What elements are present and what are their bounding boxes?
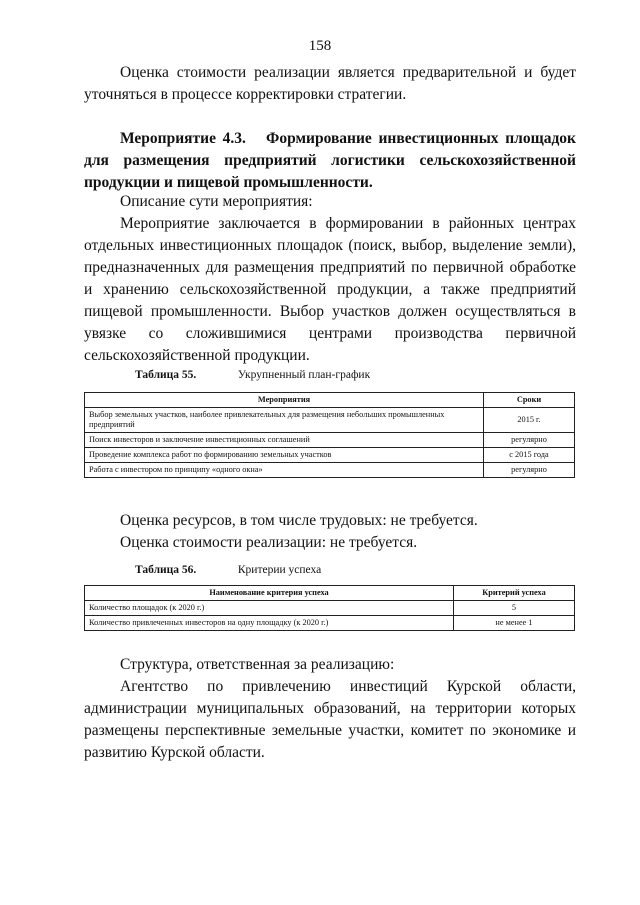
table-header-cell: Наименование критерия успеха (85, 586, 454, 601)
table-header-cell: Сроки (484, 393, 575, 408)
table-cell: Количество привлеченных инвесторов на одну площадку (к 2020 г.) (85, 616, 454, 631)
table-cell: 2015 г. (484, 408, 575, 433)
paragraph-cost-preliminary (84, 62, 576, 106)
resources-text: Оценка ресурсов, в том числе трудовых: не требуется. (120, 512, 478, 529)
table-cell: не менее 1 (454, 616, 575, 631)
description-block (84, 191, 576, 367)
table-cell: Количество площадок (к 2020 г.) (85, 601, 454, 616)
table-row (85, 433, 575, 448)
paragraph-text: Оценка стоимости реализации является предварительной и будет уточняться в процессе корректировки стратегии. (84, 64, 576, 103)
table-row (85, 448, 575, 463)
description-label: Описание сути мероприятия: (120, 193, 313, 210)
structure-text: Агентство по привлечению инвестиций Курской области, администрации муниципальных образований, на территории которых размещены перспективные земельные участки, комитет по экономике и развитию Курской области. (84, 678, 576, 761)
cost-text: Оценка стоимости реализации: не требуется. (120, 534, 418, 551)
table-cell: Поиск инвесторов и заключение инвестиционных соглашений (85, 433, 484, 448)
measure-heading: Мероприятие 4.3. Формирование инвестиционных площадок для размещения предприятий логистики сельскохозяйственной продукции и пищевой промышленности. (84, 130, 580, 191)
structure-label: Структура, ответственная за реализацию: (120, 656, 395, 673)
table-header-row (85, 393, 575, 408)
structure-block (84, 654, 576, 764)
table55-title: Укрупненный план-график (237, 369, 371, 381)
table56-caption (135, 564, 321, 576)
table-row (85, 463, 575, 478)
table55-caption (135, 369, 370, 381)
table56 (84, 585, 575, 631)
table-row (85, 408, 575, 433)
table56-label: Таблица 56. (135, 564, 197, 576)
table-cell: 5 (454, 601, 575, 616)
table-header-cell: Критерий успеха (454, 586, 575, 601)
table-cell: с 2015 года (484, 448, 575, 463)
table-cell: Выбор земельных участков, наиболее привлекательных для размещения небольших промышленных предприятий (85, 408, 484, 433)
table-cell: регулярно (484, 463, 575, 478)
resources-block (84, 510, 576, 554)
description-text: Мероприятие заключается в формировании в районных центрах отдельных инвестиционных площадок (поиск, выбор, выделение земли), предназначенных для размещения предприятий по первичной обработке и хранению сельскохозяйственной продукции, а также предприятий пищевой промышленности. Выбор участков должен осуществляться в увязке со сложившимися центрами производства первичной сельскохозяйственной продукции. (84, 215, 576, 364)
page-number: 158 (308, 38, 332, 54)
table-header-row (85, 586, 575, 601)
table-header-cell: Мероприятия (85, 393, 484, 408)
table56-title: Критерии успеха (237, 564, 322, 576)
table-row (85, 601, 575, 616)
table-cell: Проведение комплекса работ по формированию земельных участков (85, 448, 484, 463)
measure-heading-block (84, 128, 580, 194)
table55 (84, 392, 575, 478)
table-row (85, 616, 575, 631)
table-cell: Работа с инвестором по принципу «одного окна» (85, 463, 484, 478)
table55-label: Таблица 55. (135, 369, 197, 381)
table-cell: регулярно (484, 433, 575, 448)
